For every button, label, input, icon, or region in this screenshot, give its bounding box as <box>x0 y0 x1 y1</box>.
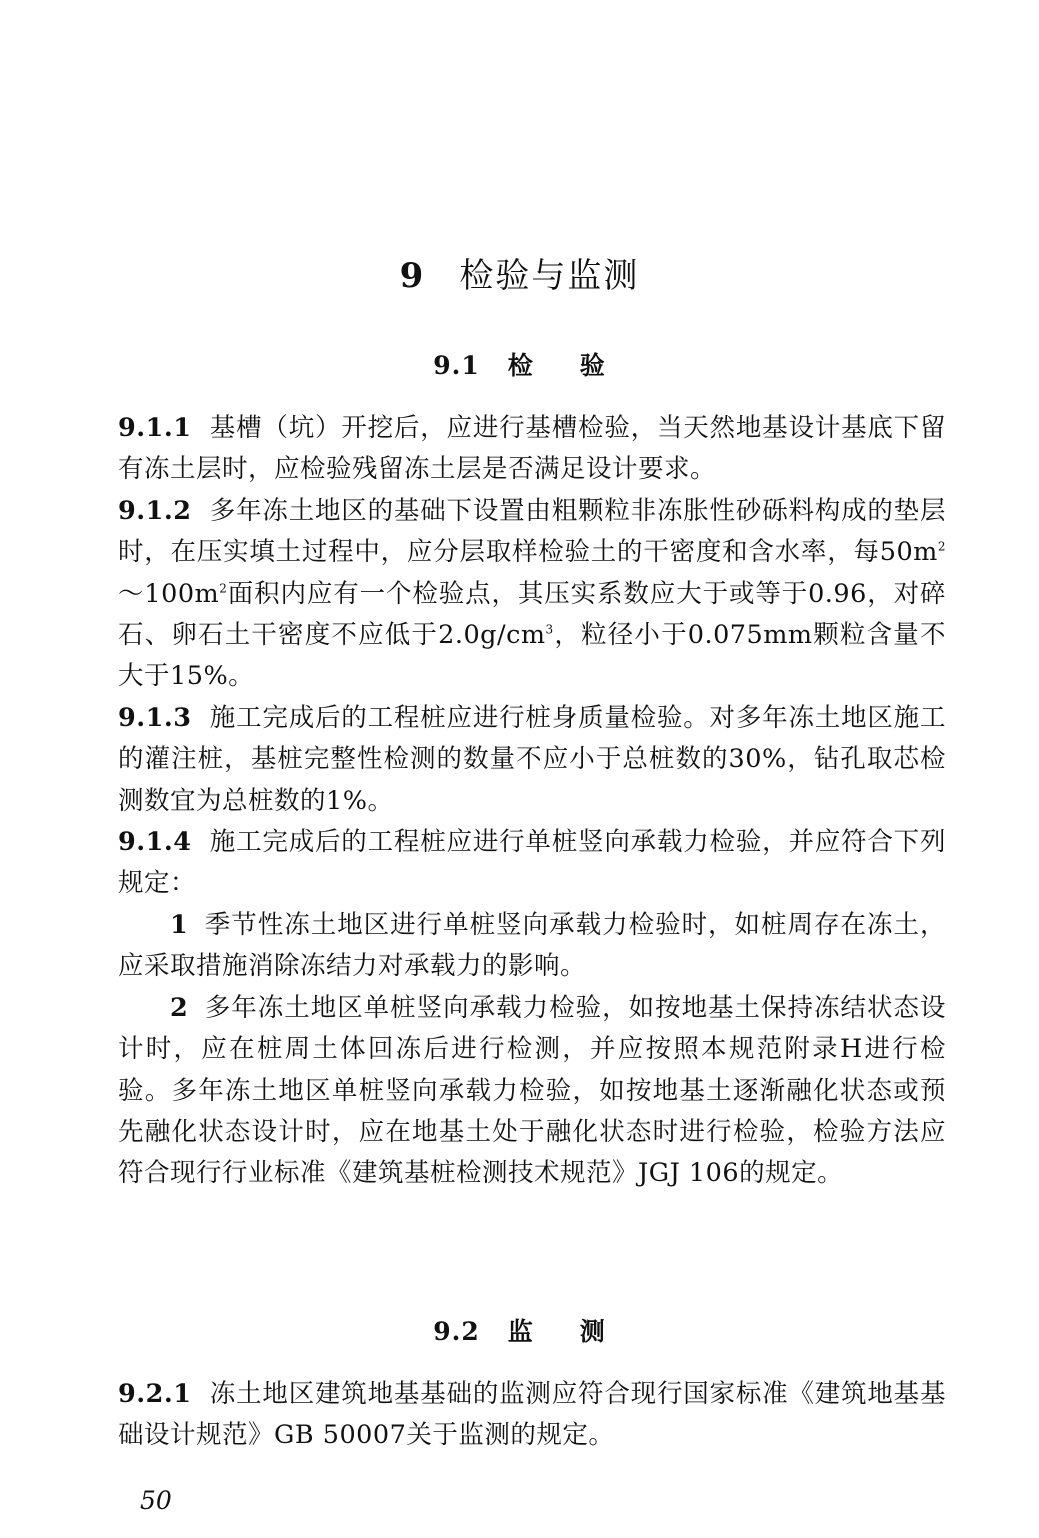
list-item-2 <box>118 988 946 1195</box>
chapter-number: 9 <box>399 256 426 296</box>
clause-text: 冻土地区建筑地基基础的监测应符合现行国家标准《建筑地基基础设计规范》GB 50007关于监测的规定。 <box>118 1379 946 1451</box>
chapter-title: 检验与监测 <box>459 256 640 296</box>
section-title-char-2: 测 <box>579 1317 606 1346</box>
list-item-1 <box>118 905 946 988</box>
clause-text: 施工完成后的工程桩应进行单桩竖向承载力检验，并应符合下列规定： <box>118 827 946 899</box>
clause-text-part-b: ～100m <box>118 578 220 609</box>
item-number: 2 <box>170 992 189 1023</box>
clause-number: 9.2.1 <box>118 1379 192 1409</box>
section-title-char-1: 监 <box>507 1317 534 1346</box>
page-number: 50 <box>140 1486 172 1515</box>
superscript-2: 2 <box>219 581 228 596</box>
clause-9-1-4 <box>118 822 946 905</box>
clause-text-part-d: ，粒径小于0.075mm颗粒含量不大于15%。 <box>118 620 946 692</box>
clause-number: 9.1.4 <box>118 827 192 858</box>
clause-number: 9.1.3 <box>118 702 192 733</box>
section-heading-9-1 <box>0 346 1039 382</box>
clause-text-part-a: 多年冻土地区的基础下设置由粗颗粒非冻胀性砂砾料构成的垫层时，在压实填土过程中，应分层取样检验土的干密度和含水率，每50m <box>118 495 946 568</box>
clause-9-2-1 <box>118 1374 946 1457</box>
clause-text: 基槽（坑）开挖后，应进行基槽检验，当天然地基设计基底下留有冻土层时，应检验残留冻土层是否满足设计要求。 <box>118 413 946 485</box>
item-text: 季节性冻土地区进行单桩竖向承载力检验时，如桩周存在冻土，应采取措施消除冻结力对承载力的影响。 <box>118 909 946 982</box>
clause-9-1-2 <box>118 491 946 698</box>
section-9-1-body <box>118 408 946 1195</box>
section-title-char-1: 检 <box>507 351 534 380</box>
clause-9-1-1 <box>118 408 946 491</box>
chapter-heading <box>0 248 1039 297</box>
item-number: 1 <box>170 909 189 940</box>
section-number: 9.2 <box>433 1317 480 1346</box>
clause-text: 施工完成后的工程桩应进行桩身质量检验。对多年冻土地区施工的灌注桩，基桩完整性检测的数量不应小于总桩数的30%，钻孔取芯检测数宜为总桩数的1%。 <box>118 702 946 816</box>
clause-number: 9.1.1 <box>118 413 192 443</box>
superscript-3: 3 <box>545 622 554 637</box>
section-9-2-body <box>118 1374 946 1457</box>
section-number: 9.1 <box>433 351 480 380</box>
superscript-2: 2 <box>937 539 946 554</box>
clause-9-1-3 <box>118 698 946 822</box>
item-text: 多年冻土地区单桩竖向承载力检验，如按地基土保持冻结状态设计时，应在桩周土体回冻后进行检测，并应按照本规范附录H进行检验。多年冻土地区单桩竖向承载力检验，如按地基土逐渐融化状态或预先融化状态设计时，应在地基土处于融化状态时进行检验，检验方法应符合现行行业标准《建筑基桩检测技术规范》JGJ 106的规定。 <box>118 992 946 1189</box>
clause-text-part-c: 面积内应有一个检验点，其压实系数应大于或等于0.96，对碎石、卵石土干密度不应低于2.0g/cm <box>118 578 946 651</box>
section-heading-9-2 <box>0 1312 1039 1348</box>
section-title-char-2: 验 <box>579 351 606 380</box>
clause-number: 9.1.2 <box>118 495 192 526</box>
